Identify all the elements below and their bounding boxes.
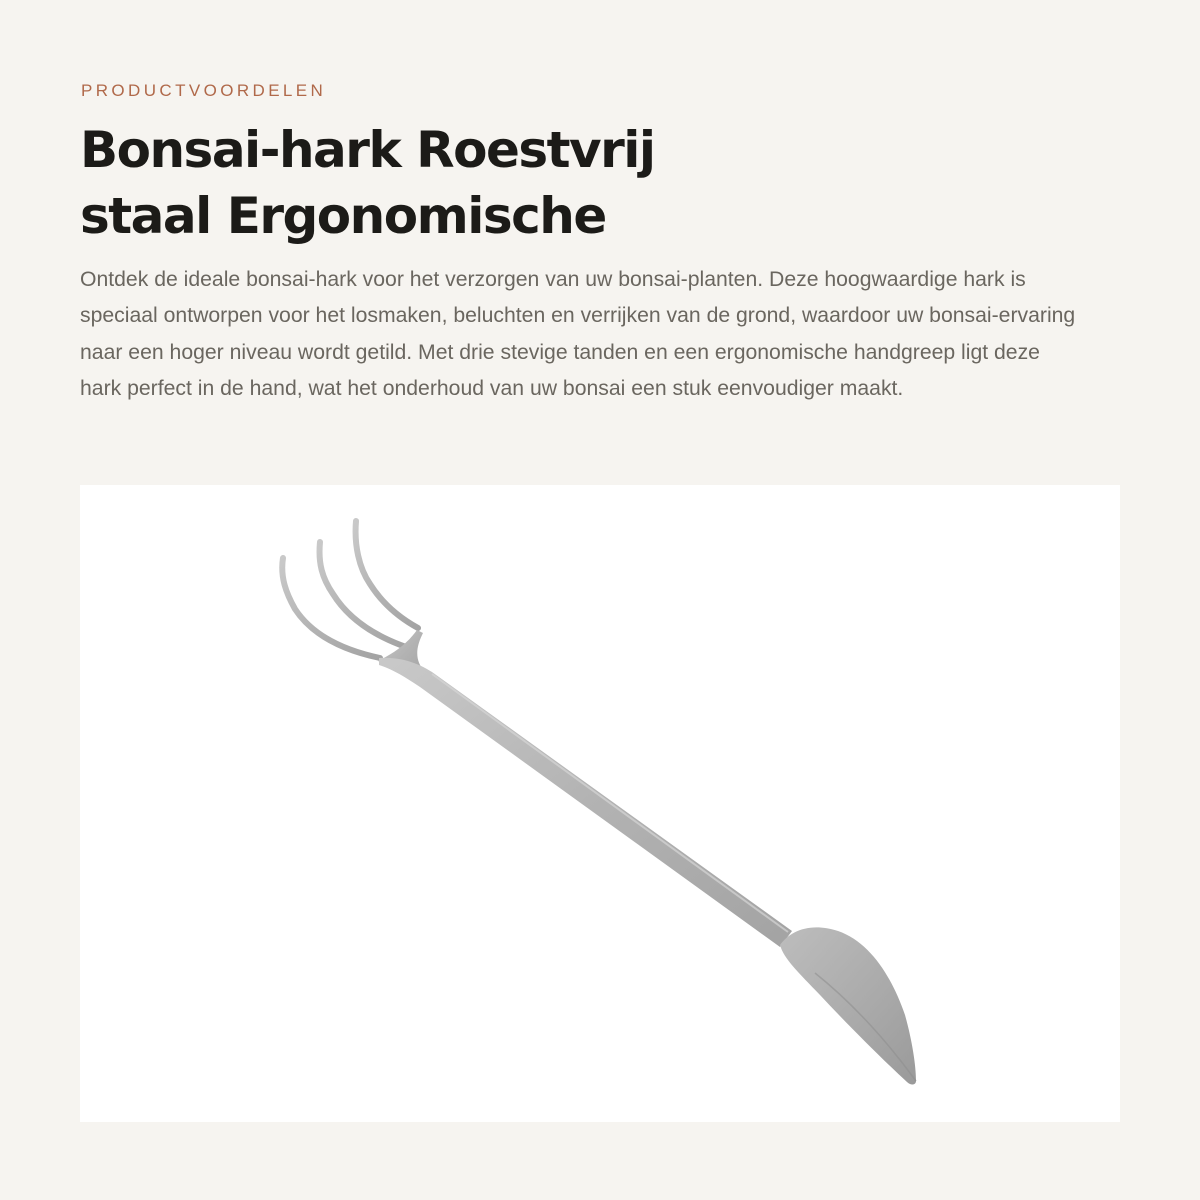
rake-spatula — [780, 927, 916, 1084]
rake-handle — [379, 658, 792, 947]
tine-right — [356, 521, 418, 628]
rake-tines — [282, 521, 418, 658]
product-description: Ontdek de ideale bonsai-hark voor het verzorgen van uw bonsai-planten. Deze hoogwaardige hark is speciaal ontworpen voor het losmaken, beluchten en verrijken van de grond, waardoor uw bonsai-ervaring naar een hoger niveau wordt getild. Met drie stevige tanden en een ergonomische handgreep ligt deze hark perfect in de hand, wat het onderhoud van uw bonsai een stuk eenvoudiger maakt. — [80, 268, 1076, 401]
product-title: Bonsai-hark Roestvrij staal Ergonomische — [80, 121, 655, 245]
handle-highlight — [432, 674, 788, 932]
tine-middle — [320, 542, 406, 647]
product-image — [80, 485, 1120, 1122]
section-eyebrow: PRODUCTVOORDELEN — [81, 81, 327, 100]
bonsai-rake-illustration — [80, 485, 1120, 1122]
